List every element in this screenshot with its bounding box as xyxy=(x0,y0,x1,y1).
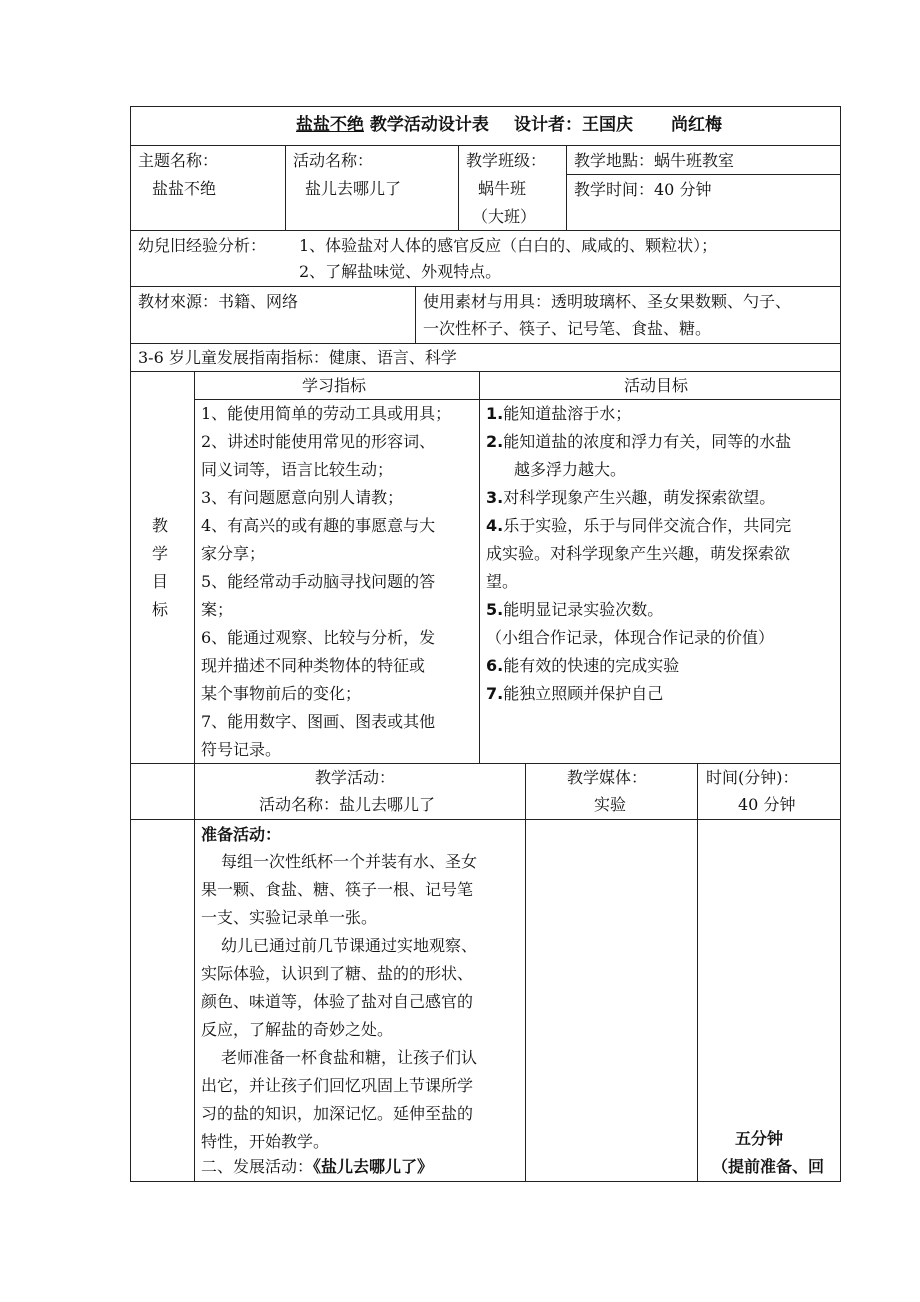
goal-number: 7. xyxy=(486,684,504,703)
prep-activity-line: 每组一次性纸杯一个并装有水、圣女 xyxy=(221,852,478,871)
prep-activity-line: 幼儿已通过前几节课通过实地观察、 xyxy=(221,936,478,955)
activity-goal-line xyxy=(486,596,663,624)
learning-indicator-line: 6、能通过观察、比较与分析，发 xyxy=(201,628,436,647)
row-divider xyxy=(130,819,841,820)
learning-indicator-line: 家分享； xyxy=(201,544,266,563)
goal-number: 4. xyxy=(486,516,504,535)
teaching-activity-name: 活动名称：盐儿去哪儿了 xyxy=(259,795,436,814)
goal-text: 能明显记录实验次数。 xyxy=(503,600,664,619)
development-prefix: 二、发展活动： xyxy=(201,1157,314,1176)
column-divider xyxy=(566,145,567,230)
class-value: 蜗牛班 xyxy=(478,179,527,198)
row-divider xyxy=(130,286,841,287)
goal-text: 越多浮力越大。 xyxy=(514,460,627,479)
column-divider xyxy=(525,763,526,1182)
activity-goals-header: 活动目标 xyxy=(624,376,689,395)
designer-line xyxy=(514,111,722,139)
column-divider xyxy=(415,286,416,343)
column-divider xyxy=(458,145,459,230)
goal-text: 望。 xyxy=(486,572,519,591)
teaching-place: 教学地點：蜗牛班教室 xyxy=(574,151,735,170)
column-divider xyxy=(285,145,286,230)
goal-number: 1. xyxy=(486,404,504,423)
table-title xyxy=(296,111,489,139)
activity-goal-line xyxy=(486,428,791,456)
activity-goal-line xyxy=(486,568,518,596)
column-divider xyxy=(479,371,480,763)
prep-activity-line: 一支、实验记录单一张。 xyxy=(201,908,378,927)
prep-activity-title: 准备活动： xyxy=(201,825,282,844)
activity-goal-line xyxy=(486,484,775,512)
learning-indicator-line: 案； xyxy=(201,600,234,619)
column-divider xyxy=(194,763,195,1182)
learning-indicator-line: 7、能用数字、图画、图表或其他 xyxy=(201,712,436,731)
learning-indicator-line: 4、有高兴的或有趣的事愿意与大 xyxy=(201,516,436,535)
activity-goal-line xyxy=(486,512,791,540)
experience-line: 2、了解盐味觉、外观特点。 xyxy=(299,262,502,281)
theme-label: 主题名称： xyxy=(138,151,219,170)
goals-side-label: 标 xyxy=(152,600,169,619)
teaching-media-label: 教学媒体： xyxy=(567,768,648,787)
goals-side-label: 目 xyxy=(152,572,169,591)
theme-value: 盐盐不绝 xyxy=(152,179,217,198)
prep-activity-line: 特性，开始教学。 xyxy=(201,1132,330,1151)
theme-title: 盐盐不绝 xyxy=(296,115,364,135)
goal-text: 能有效的快速的完成实验 xyxy=(503,656,680,675)
column-divider xyxy=(194,371,195,763)
goals-side-label: 学 xyxy=(152,544,169,563)
goal-text: 对科学现象产生兴趣，萌发探索欲望。 xyxy=(503,488,776,507)
duration-label: 时间(分钟)： xyxy=(706,768,799,787)
goal-text: 能独立照顾并保护自己 xyxy=(503,684,664,703)
duration-value: 40 分钟 xyxy=(738,795,796,814)
time-note: （提前准备、回 xyxy=(712,1157,825,1176)
learning-indicator-line: 3、有问题愿意向别人请教； xyxy=(201,488,404,507)
experience-label: 幼兒旧经验分析： xyxy=(138,236,267,255)
activity-goal-line xyxy=(486,652,679,680)
goal-number: 2. xyxy=(486,432,504,451)
learning-indicator-line: 某个事物前后的变化； xyxy=(201,684,362,703)
prep-activity-line: 颜色、味道等，体验了盐对自己感官的 xyxy=(201,992,474,1011)
row-divider xyxy=(130,145,841,146)
designer-name: 王国庆 xyxy=(582,115,633,135)
learning-indicator-line: 现并描述不同种类物体的特征或 xyxy=(201,656,426,675)
teaching-activity-label: 教学活动： xyxy=(315,768,396,787)
class-label: 教学班级： xyxy=(466,151,547,170)
development-activity xyxy=(201,1153,433,1181)
goal-text: 能知道盐溶于水； xyxy=(503,404,632,423)
material-source: 教材來源：书籍、网络 xyxy=(138,292,299,311)
goal-text: （小组合作记录，体现合作记录的价值） xyxy=(486,628,775,647)
learning-indicator-line: 同义词等，语言比较生动； xyxy=(201,460,394,479)
time-note: 五分钟 xyxy=(735,1129,784,1148)
activity-goal-line xyxy=(486,400,631,428)
goal-number: 5. xyxy=(486,600,504,619)
learning-indicator-line: 2、讲述时能使用常见的形容词、 xyxy=(201,432,436,451)
prep-activity-line: 果一颗、食盐、糖、筷子一根、记号笔 xyxy=(201,880,474,899)
learning-indicator-line: 符号记录。 xyxy=(201,740,282,759)
goals-side-label: 教 xyxy=(152,516,169,535)
prep-activity-line: 出它，并让孩子们回忆巩固上节课所学 xyxy=(201,1076,474,1095)
activity-value: 盐儿去哪儿了 xyxy=(305,179,402,198)
designer-name: 尚红梅 xyxy=(671,115,722,135)
materials-used: 使用素材与用具：透明玻璃杯、圣女果数颗、勺子、 xyxy=(423,292,792,311)
goal-text: 成实验。对科学现象产生兴趣，萌发探索欲 xyxy=(486,544,791,563)
goal-text: 能知道盐的浓度和浮力有关，同等的水盐 xyxy=(503,432,792,451)
column-divider xyxy=(697,763,698,1182)
experience-line: 1、体验盐对人体的感官反应（白白的、咸咸的、颗粒状）； xyxy=(299,236,718,255)
learning-header: 学习指标 xyxy=(302,376,367,395)
guideline-indicator: 3-6 岁儿童发展指南指标：健康、语言、科学 xyxy=(138,348,457,367)
teaching-time: 教学时间：40 分钟 xyxy=(574,180,712,199)
teaching-media-value: 实验 xyxy=(594,795,627,814)
learning-indicator-line: 1、能使用简单的劳动工具或用具； xyxy=(201,404,452,423)
activity-goal-line xyxy=(486,624,774,652)
designer-label: 设计者： xyxy=(514,115,582,135)
activity-goal-line xyxy=(486,680,663,708)
activity-label: 活动名称： xyxy=(293,151,374,170)
activity-goal-line xyxy=(486,540,790,568)
prep-activity-line: 习的盐的知识，加深记忆。延伸至盐的 xyxy=(201,1104,474,1123)
materials-used: 一次性杯子、筷子、记号笔、食盐、糖。 xyxy=(423,319,712,338)
goal-number: 3. xyxy=(486,488,504,507)
development-title: 《盐儿去哪儿了》 xyxy=(313,1157,434,1176)
prep-activity-line: 老师准备一杯食盐和糖，让孩子们认 xyxy=(221,1048,478,1067)
form-title: 教学活动设计表 xyxy=(364,115,489,135)
activity-goal-line xyxy=(514,456,626,484)
prep-activity-line: 反应，了解盐的奇妙之处。 xyxy=(201,1020,394,1039)
class-note: （大班） xyxy=(472,207,537,226)
goal-number: 6. xyxy=(486,656,504,675)
learning-indicator-line: 5、能经常动手动脑寻找问题的答 xyxy=(201,572,436,591)
goal-text: 乐于实验，乐于与同伴交流合作，共同完 xyxy=(503,516,792,535)
prep-activity-line: 实际体验，认识到了糖、盐的的形状、 xyxy=(201,964,474,983)
